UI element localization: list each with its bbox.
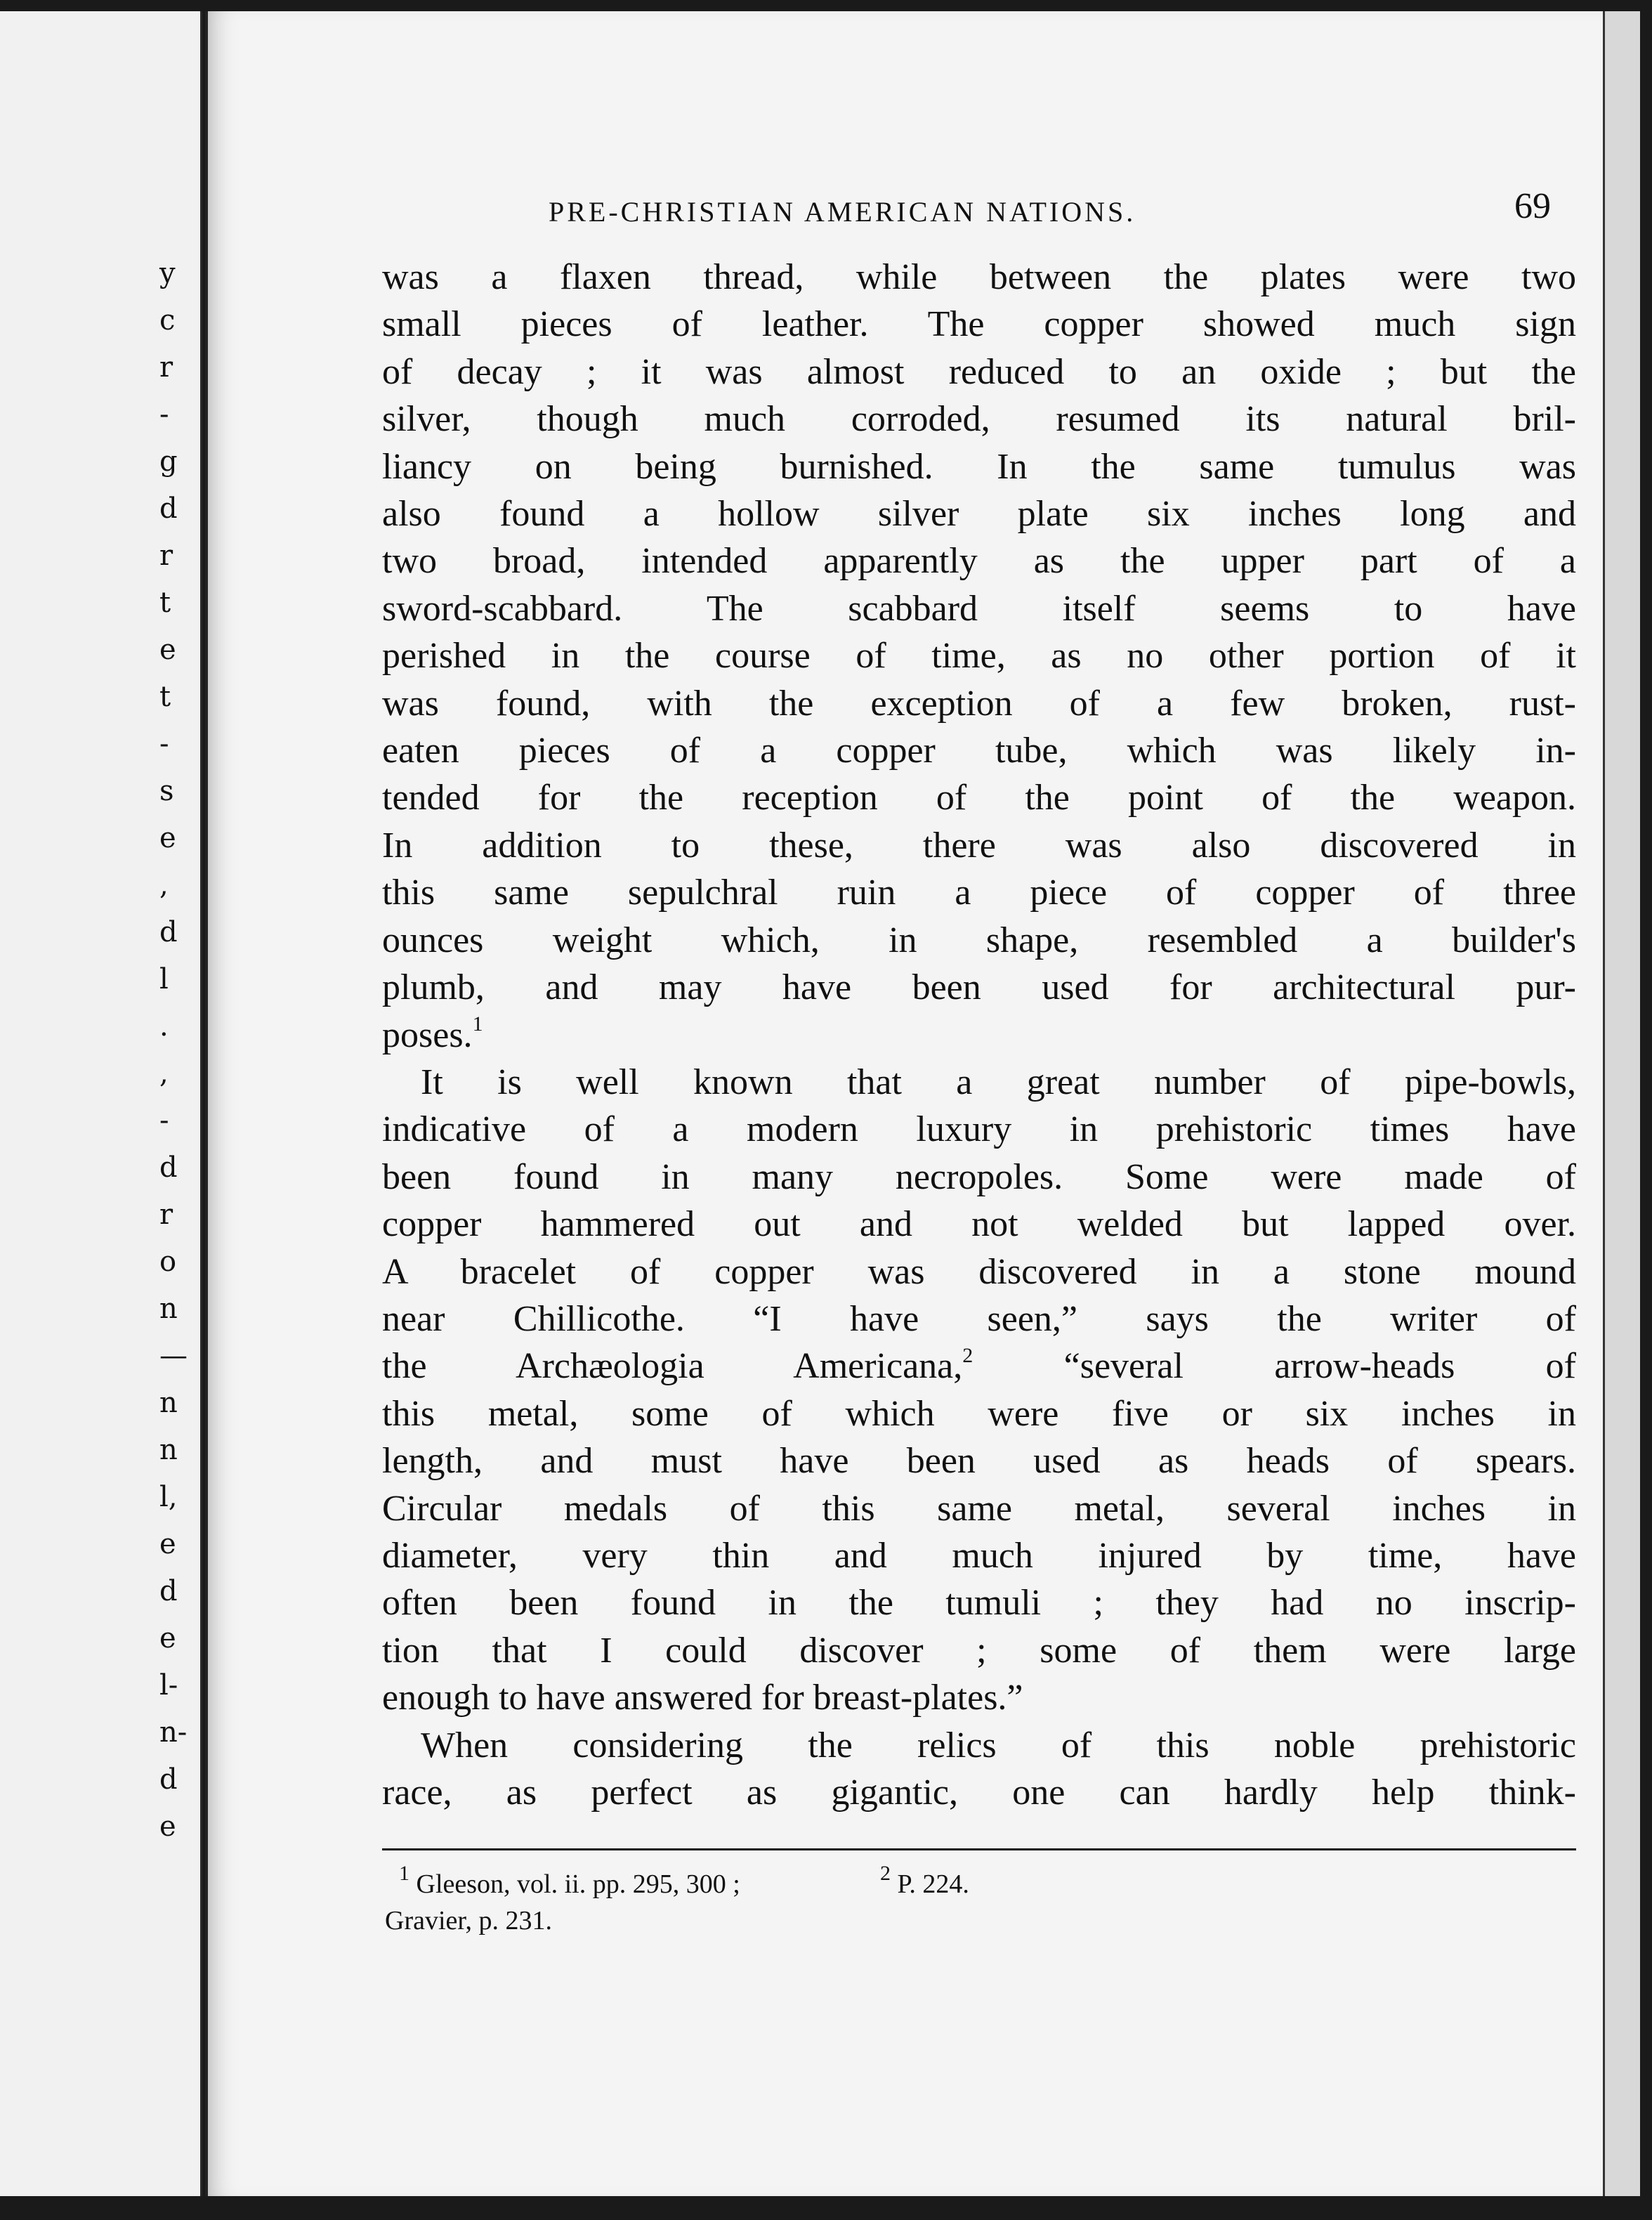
paragraph-2 [382,1059,1576,1722]
page-number: 69 [1514,186,1551,226]
paragraph-3 [382,1722,1576,1817]
footnote-3: Gravier, p. 231. [385,1906,553,1935]
text-line: enough to have answered for breast-plates.” [382,1678,1023,1718]
facing-page-letter: e [159,634,176,666]
facing-page-letter: , [159,869,169,901]
facing-page-letter: d [159,492,178,525]
text-line: of decay ; it was almost reduced to an oxide ; but the [382,351,1576,392]
last-line-text: poses. [382,1014,473,1055]
text-line: this metal, some of which were five or six inches in [382,1393,1576,1434]
body-text [382,254,1576,1816]
facing-page-letter: t [159,681,171,713]
text-line: perished in the course of time, as no other portion of it [382,636,1576,677]
page-edge-right [1603,11,1640,2196]
text-line: length, and must have been used as heads of spears. [382,1441,1576,1482]
facing-page-letter: d [159,916,178,948]
footnote-mark-2: 2 [880,1862,891,1886]
facing-page-letter: e [159,1810,176,1843]
text-line: It is well known that a great number of pipe-bowls, [421,1062,1576,1102]
facing-page-letter: - [159,398,169,431]
text-after-ref: “several arrow-heads of [973,1346,1576,1387]
text-line: Circular medals of this same metal, several inches in [382,1488,1576,1529]
text-line: indicative of a modern luxury in prehistoric times have [382,1109,1576,1150]
facing-page-edge [0,11,202,2196]
footnote-2 [880,1862,969,1902]
text-line: tended for the reception of the point of the weapon. [382,778,1576,818]
running-title: PRE-CHRISTIAN AMERICAN NATIONS. [549,196,1136,228]
facing-page-letter: r [159,1199,173,1231]
facing-page-letter: s [159,775,174,807]
footnotes [385,1862,1579,1939]
facing-page-letter: d [159,1763,178,1796]
text-line: also found a hollow silver plate six inches long and [382,494,1576,535]
facing-page-letter: o [159,1246,177,1278]
running-head [382,180,1576,243]
facing-page-letter: r [159,351,173,384]
text-line: race, as perfect as gigantic, one can hardly help think- [382,1772,1576,1813]
facing-page-letter: e [159,1528,176,1560]
text-line: sword-scabbard. The scabbard itself seems to have [382,588,1576,629]
facing-page-letter: . [159,1010,169,1043]
text-before-ref: the Archæologia Americana, [382,1346,963,1387]
facing-page-letter: - [159,1104,169,1137]
text-line: liancy on being burnished. In the same tumulus was [382,446,1576,487]
text-line: small pieces of leather. The copper showed much sign [382,304,1576,345]
text-line: often been found in the tumuli ; they had no inscrip- [382,1583,1576,1624]
facing-page-letter: d [159,1575,178,1607]
facing-page-letter: y [159,257,176,289]
text-line [382,1343,1576,1390]
facing-page-letter: t [159,587,171,619]
footnote-mark-1: 1 [399,1862,409,1886]
book-page [205,11,1606,2196]
facing-page-letter: l- [159,1669,178,1702]
text-line: eaten pieces of a copper tube, which was likely in- [382,731,1576,771]
facing-page-letter: n [159,1387,178,1419]
text-line [382,1012,1576,1059]
text-line: A bracelet of copper was discovered in a stone mound [382,1251,1576,1292]
facing-page-letter: d [159,1151,178,1184]
text-line: ounces weight which, in shape, resembled a builder's [382,920,1576,960]
facing-page-letter: l [159,963,169,995]
footnote-2-text: P. 224. [897,1869,969,1899]
text-line: silver, though much corroded, resumed its natural bril- [382,399,1576,440]
text-line: two broad, intended apparently as the upper part of a [382,541,1576,582]
facing-page-letter: e [159,822,176,854]
footnote-ref-2[interactable]: 2 [962,1344,973,1368]
footnote-ref-1[interactable]: 1 [472,1012,483,1036]
text-line: copper hammered out and not welded but lapped over. [382,1204,1576,1245]
facing-page-letters [159,250,188,1850]
text-line: In addition to these, there was also discovered in [382,825,1576,866]
facing-page-letter: n- [159,1716,188,1749]
footnote-1 [385,1862,880,1902]
text-line: this same sepulchral ruin a piece of copper of three [382,873,1576,913]
paragraph-1 [382,254,1576,1059]
facing-page-letter: l, [159,1481,178,1513]
text-line: was found, with the exception of a few broken, rust- [382,683,1576,724]
footnote-row [385,1862,1579,1902]
facing-page-letter: , [159,1057,169,1090]
text-line: diameter, very thin and much injured by time, have [382,1535,1576,1576]
text-line: When considering the relics of this noble prehistoric [421,1725,1576,1765]
facing-page-letter: c [159,304,176,337]
text-line: near Chillicothe. “I have seen,” says the writer of [382,1298,1576,1339]
facing-page-letter: — [159,1340,188,1372]
facing-page-letter: n [159,1434,178,1466]
text-line: was a flaxen thread, while between the plates were two [382,257,1576,297]
facing-page-letter: r [159,540,173,572]
text-line: tion that I could discover ; some of them were large [382,1630,1576,1671]
footnote-1-text: Gleeson, vol. ii. pp. 295, 300 ; [416,1869,740,1899]
text-line: plumb, and may have been used for architectural pur- [382,967,1576,1008]
footnote-rule [382,1848,1576,1850]
facing-page-letter: g [159,445,178,478]
facing-page-letter: - [159,728,169,760]
facing-page-letter: e [159,1622,176,1654]
text-line: been found in many necropoles. Some were made of [382,1156,1576,1197]
facing-page-letter: n [159,1293,178,1325]
